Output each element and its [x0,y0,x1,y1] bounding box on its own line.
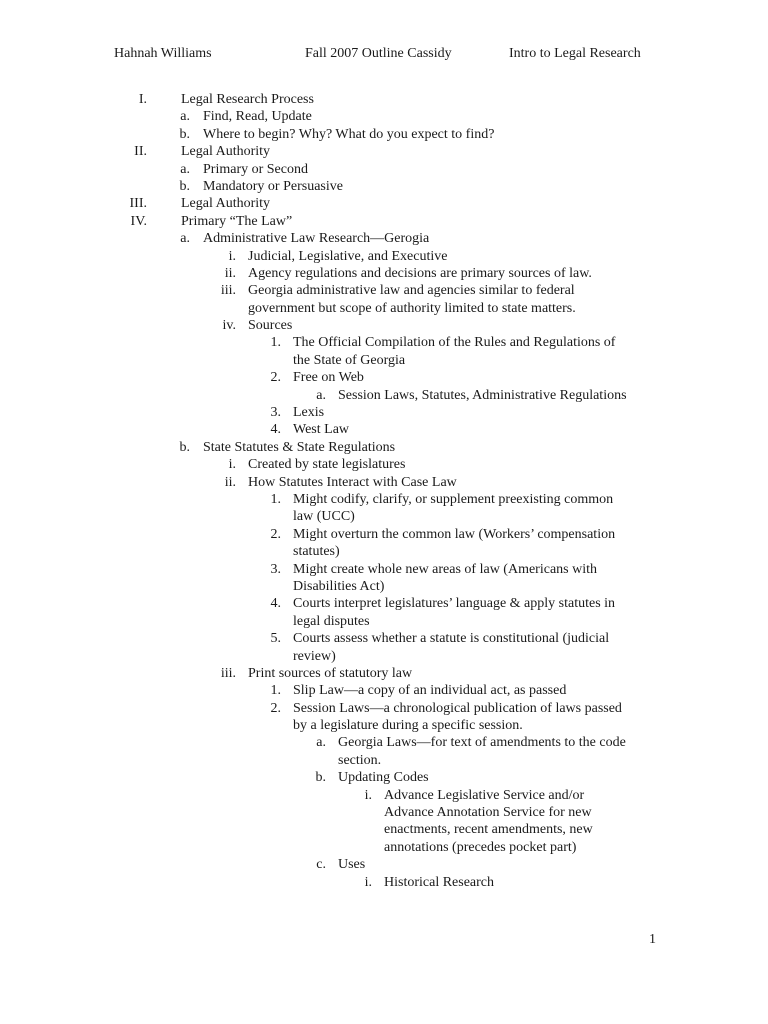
outline-text: statutes) [293,544,340,560]
outline-marker: 4. [270,422,281,438]
outline-text: legal disputes [293,613,370,629]
outline-marker: IV. [130,213,147,229]
outline-item [0,195,768,212]
outline-text: Print sources of statutory law [248,665,413,681]
outline-item [0,421,768,438]
outline-item [0,613,768,630]
outline-list [0,91,768,891]
outline-text: Advance Legislative Service and/or [384,787,585,803]
outline-text: Primary or Second [203,161,308,177]
outline-item [0,161,768,178]
outline-item [0,387,768,404]
outline-text: Agency regulations and decisions are primary sources of law. [248,265,592,281]
outline-marker: II. [134,144,147,160]
outline-marker: a. [180,161,190,177]
outline-text: Session Laws, Statutes, Administrative Regulations [338,387,627,403]
outline-item [0,317,768,334]
outline-text: Might overturn the common law (Workers’ compensation [293,526,616,542]
outline-item [0,821,768,838]
outline-marker: i. [228,457,236,473]
outline-item [0,578,768,595]
outline-marker: a. [316,387,326,403]
outline-item [0,526,768,543]
outline-text: Where to begin? Why? What do you expect to find? [203,126,495,142]
outline-item [0,178,768,195]
outline-item [0,648,768,665]
outline-item [0,769,768,786]
outline-marker: iii. [220,665,236,681]
outline-marker: ii. [224,265,236,281]
outline-marker: i. [364,874,372,890]
outline-text: enactments, recent amendments, new [384,822,593,838]
outline-marker: a. [180,231,190,247]
outline-item [0,717,768,734]
outline-item [0,682,768,699]
header-author: Hahnah Williams [114,46,212,61]
outline-text: Judicial, Legislative, and Executive [248,248,448,264]
outline-text: Updating Codes [338,770,429,786]
outline-text: Courts interpret legislatures’ language & apply statutes in [293,596,616,612]
outline-item [0,213,768,230]
outline-text: West Law [293,422,350,438]
outline-text: by a legislature during a specific session. [293,718,523,734]
outline-text: Legal Research Process [181,92,314,107]
outline-marker: b. [179,439,190,455]
outline-marker: b. [179,126,190,142]
outline-marker: 1. [270,683,281,699]
outline-marker: ii. [224,474,236,490]
outline-item [0,369,768,386]
outline-text: Created by state legislatures [248,457,406,473]
outline-marker: 1. [270,335,281,351]
outline-text: Legal Authority [181,196,271,212]
outline-item [0,404,768,421]
outline-item [0,508,768,525]
outline-marker: i. [364,787,372,803]
outline-item [0,787,768,804]
outline-item [0,91,768,108]
outline-text: Georgia Laws—for text of amendments to the code [338,735,626,751]
outline-marker: 2. [270,370,281,386]
outline-item [0,874,768,891]
outline-marker: i. [228,248,236,264]
outline-text: Session Laws—a chronological publication of laws passed [293,700,622,716]
outline-text: section. [338,752,382,768]
outline-item [0,248,768,265]
outline-marker: III. [129,196,147,212]
outline-marker: 3. [270,561,281,577]
outline-marker: a. [316,735,326,751]
outline-text: Mandatory or Persuasive [203,178,343,194]
outline-text: Historical Research [384,874,495,890]
outline-item [0,630,768,647]
outline-marker: iii. [220,283,236,299]
outline-item [0,561,768,578]
outline-item [0,856,768,873]
outline-text: Advance Annotation Service for new [384,805,592,821]
outline-text: Sources [248,318,293,334]
outline-text: Disabilities Act) [293,578,385,594]
page-number: 1 [649,932,656,947]
outline-marker: I. [138,92,147,107]
outline-marker: b. [315,770,326,786]
outline-text: the State of Georgia [293,352,406,368]
outline-text: The Official Compilation of the Rules and Regulations of [293,335,616,351]
outline-text: review) [293,648,336,664]
outline-marker: 2. [270,700,281,716]
outline-item [0,839,768,856]
outline-text: annotations (precedes pocket part) [384,839,577,855]
outline-item [0,126,768,143]
outline-marker: a. [180,109,190,125]
outline-item [0,752,768,769]
outline-item [0,700,768,717]
outline-item [0,282,768,299]
outline-text: Courts assess whether a statute is constitutional (judicial [293,631,610,647]
outline-item [0,108,768,125]
outline-text: Might codify, clarify, or supplement preexisting common [293,491,614,507]
outline-text: How Statutes Interact with Case Law [248,474,457,490]
outline-item [0,595,768,612]
outline-text: Legal Authority [181,144,271,160]
outline-item [0,665,768,682]
outline-text: Might create whole new areas of law (Americans with [293,561,597,577]
outline-text: Slip Law—a copy of an individual act, as passed [293,683,567,699]
outline-marker: 1. [270,491,281,507]
outline-text: Uses [338,857,366,873]
outline-text: Primary “The Law” [181,213,293,229]
outline-text: government but scope of authority limited to state matters. [248,300,576,316]
outline-marker: b. [179,178,190,194]
outline-item [0,474,768,491]
outline-marker: 3. [270,405,281,421]
outline-item [0,352,768,369]
outline-item [0,543,768,560]
outline-item [0,230,768,247]
outline-text: Find, Read, Update [203,109,312,125]
outline-marker: 5. [270,631,281,647]
outline-item [0,265,768,282]
outline-text: Free on Web [293,370,364,386]
outline-marker: 2. [270,526,281,542]
outline-item [0,143,768,160]
outline-item [0,334,768,351]
header-course: Fall 2007 Outline Cassidy [305,46,452,61]
outline-item [0,439,768,456]
outline-item [0,456,768,473]
outline-marker: c. [316,857,326,873]
outline-marker: iv. [222,318,236,334]
header-title: Intro to Legal Research [509,46,641,61]
outline-text: Georgia administrative law and agencies similar to federal [248,283,575,299]
outline-text: Administrative Law Research—Gerogia [203,231,430,247]
outline-item [0,804,768,821]
outline-text: law (UCC) [293,509,355,525]
outline-item [0,300,768,317]
outline-marker: 4. [270,596,281,612]
outline-text: Lexis [293,405,325,421]
outline-item [0,734,768,751]
outline-item [0,491,768,508]
outline-text: State Statutes & State Regulations [203,439,396,455]
